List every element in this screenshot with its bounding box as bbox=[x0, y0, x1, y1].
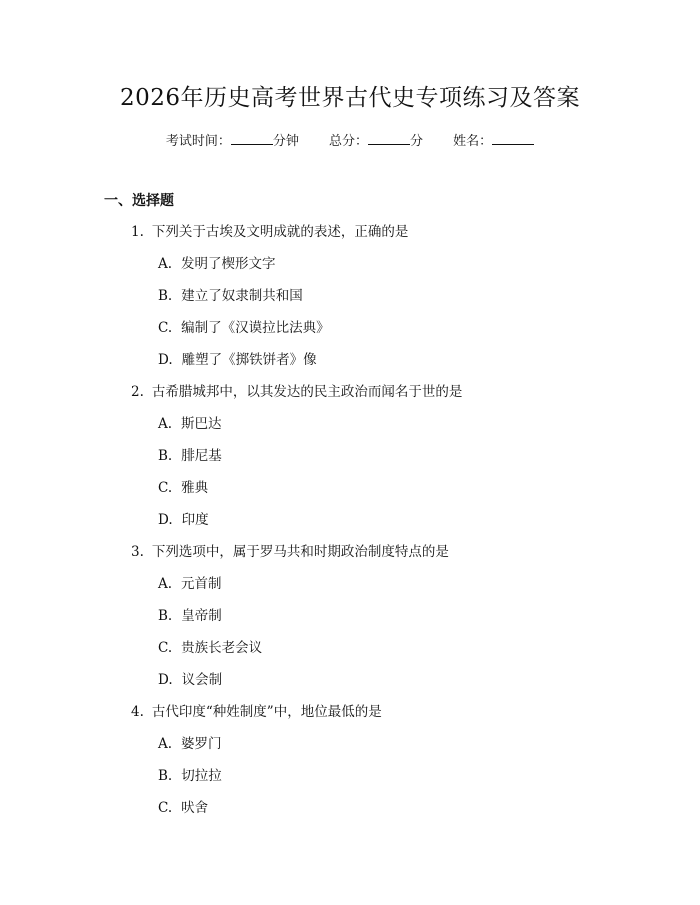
option-letter: C. bbox=[158, 480, 173, 496]
student-name-blank bbox=[492, 131, 534, 145]
option-text: 编制了《汉谟拉比法典》 bbox=[181, 320, 330, 336]
option-text: 建立了奴隶制共和国 bbox=[181, 288, 303, 304]
exam-time-field bbox=[166, 131, 299, 152]
option-text: 雅典 bbox=[181, 480, 209, 496]
total-score-field bbox=[329, 131, 423, 152]
question-4 bbox=[131, 702, 382, 722]
question-text: 下列选项中，属于罗马共和时期政治制度特点的是 bbox=[151, 544, 449, 560]
question-4-option-a bbox=[158, 734, 222, 754]
question-number: 1. bbox=[131, 224, 144, 240]
question-4-option-c bbox=[158, 798, 208, 818]
question-1-option-c bbox=[158, 318, 330, 338]
question-1-option-d bbox=[158, 350, 317, 370]
question-3 bbox=[131, 542, 449, 562]
option-text: 发明了楔形文字 bbox=[181, 256, 276, 272]
question-1 bbox=[131, 222, 408, 242]
option-letter: A. bbox=[158, 256, 173, 272]
exam-meta-line bbox=[0, 131, 700, 152]
question-1-option-b bbox=[158, 286, 303, 306]
total-score-blank bbox=[368, 131, 410, 145]
question-number: 2. bbox=[131, 384, 144, 400]
option-text: 腓尼基 bbox=[181, 448, 222, 464]
exam-time-blank bbox=[231, 131, 273, 145]
option-letter: A. bbox=[158, 576, 173, 592]
option-letter: D. bbox=[158, 512, 173, 528]
student-name-label: 姓名： bbox=[453, 134, 493, 149]
question-3-option-c bbox=[158, 638, 262, 658]
option-letter: C. bbox=[158, 320, 173, 336]
option-letter: C. bbox=[158, 640, 173, 656]
option-letter: A. bbox=[158, 736, 173, 752]
question-number: 4. bbox=[131, 704, 144, 720]
option-letter: B. bbox=[158, 288, 173, 304]
question-text: 下列关于古埃及文明成就的表述，正确的是 bbox=[151, 224, 409, 240]
question-text: 古代印度“种姓制度”中，地位最低的是 bbox=[151, 704, 382, 720]
option-text: 元首制 bbox=[181, 576, 222, 592]
option-text: 议会制 bbox=[181, 672, 223, 688]
total-score-label: 总分： bbox=[328, 134, 368, 149]
question-text: 古希腊城邦中，以其发达的民主政治而闻名于世的是 bbox=[151, 384, 463, 400]
option-letter: D. bbox=[158, 352, 173, 368]
question-2-option-c bbox=[158, 478, 208, 498]
option-text: 雕塑了《掷铁饼者》像 bbox=[181, 352, 317, 368]
question-2-option-d bbox=[158, 510, 209, 530]
question-3-option-b bbox=[158, 606, 222, 626]
option-text: 切拉拉 bbox=[181, 768, 222, 784]
question-number: 3. bbox=[131, 544, 144, 560]
question-2-option-a bbox=[158, 414, 222, 434]
option-letter: B. bbox=[158, 768, 173, 784]
question-1-option-a bbox=[158, 254, 276, 274]
question-4-option-b bbox=[158, 766, 222, 786]
option-text: 印度 bbox=[181, 512, 209, 528]
option-text: 斯巴达 bbox=[181, 416, 222, 432]
exam-time-label: 考试时间： bbox=[165, 134, 231, 149]
exam-time-unit: 分钟 bbox=[272, 134, 299, 149]
total-score-unit: 分 bbox=[410, 134, 424, 149]
option-letter: C. bbox=[158, 800, 173, 816]
option-letter: A. bbox=[158, 416, 173, 432]
document-title: 2026年历史高考世界古代史专项练习及答案 bbox=[119, 85, 581, 111]
question-3-option-d bbox=[158, 670, 222, 690]
option-text: 吠舍 bbox=[181, 800, 209, 816]
option-text: 婆罗门 bbox=[181, 736, 222, 752]
option-letter: B. bbox=[158, 608, 173, 624]
question-3-option-a bbox=[158, 574, 222, 594]
section-heading: 一、选择题 bbox=[104, 193, 174, 209]
question-2-option-b bbox=[158, 446, 222, 466]
option-letter: B. bbox=[158, 448, 173, 464]
option-text: 贵族长老会议 bbox=[181, 640, 263, 656]
option-letter: D. bbox=[158, 672, 173, 688]
question-2 bbox=[131, 382, 462, 402]
option-text: 皇帝制 bbox=[181, 608, 222, 624]
student-name-field bbox=[453, 131, 534, 152]
